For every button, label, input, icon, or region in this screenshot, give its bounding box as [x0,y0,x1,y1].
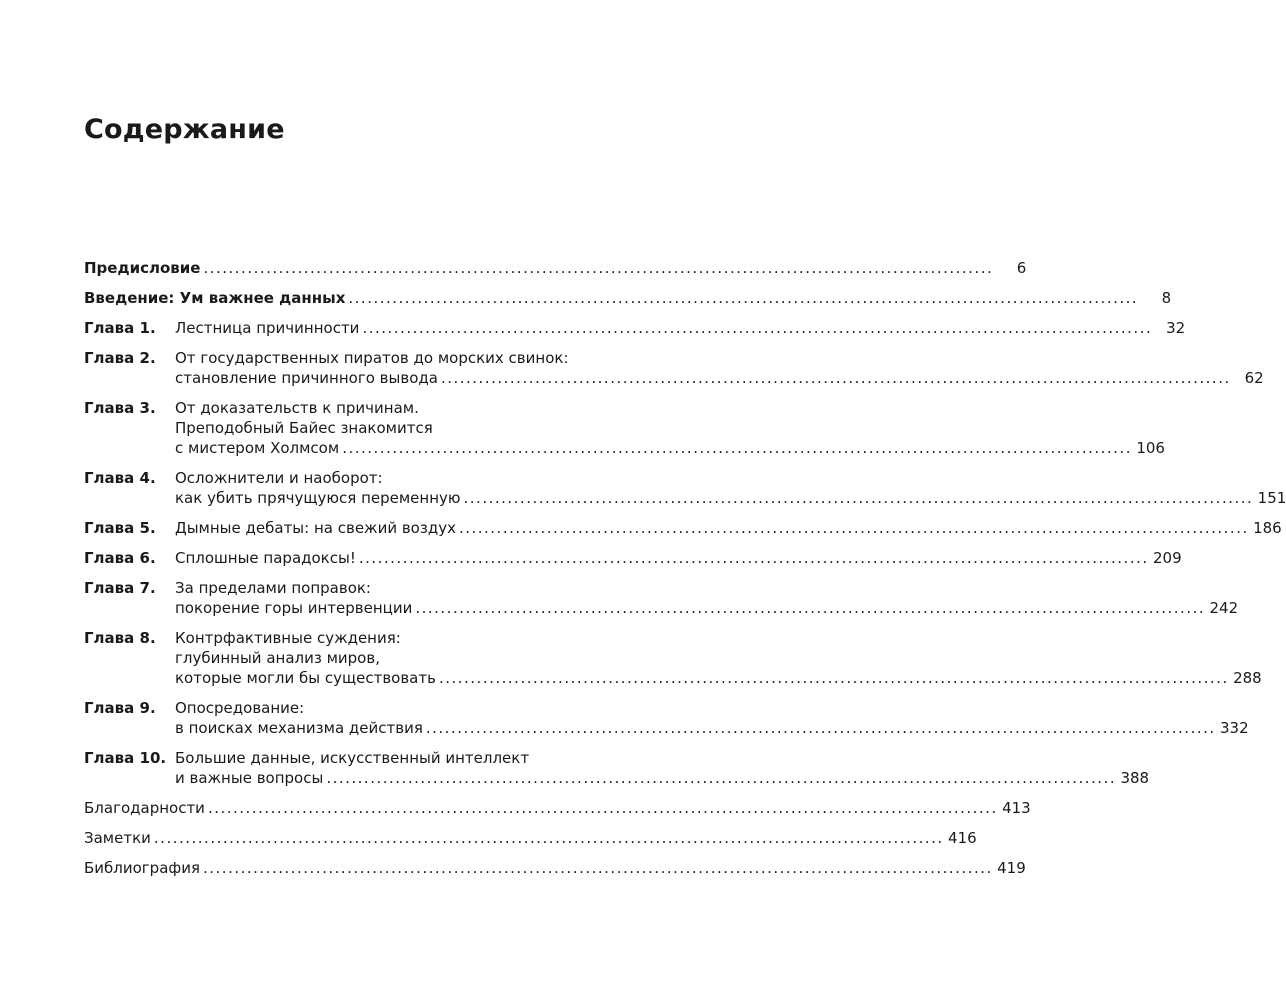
toc-title-line: Контрфактивные суждения: [175,629,401,647]
chapter-label: Глава 9. [84,699,156,717]
chapter-label: Глава 5. [84,519,156,537]
toc-title-line: От государственных пиратов до морских свинок: [175,349,569,367]
toc-title-line: Опосредование: [175,699,305,717]
dot-leader: .............................................................................................................................. [463,489,1254,507]
toc-entry[interactable] [84,288,1172,308]
toc-title-line: Преподобный Байес знакомится [175,419,433,437]
dot-leader: .............................................................................................................................. [342,439,1132,457]
toc-title-line: Большие данные, искусственный интеллект [175,749,530,767]
toc-title-line: глубинный анализ миров, [175,649,380,667]
dot-leader: .............................................................................................................................. [153,829,944,847]
chapter-label: Глава 7. [84,579,156,597]
toc-entry[interactable] [84,258,1027,278]
dot-leader: .............................................................................................................................. [358,549,1149,567]
page-number: 186 [1253,519,1282,537]
toc-entry-text [175,698,1249,738]
chapter-label: Глава 6. [84,549,156,567]
toc-entry-text [175,628,1262,688]
page-number: 106 [1136,439,1165,457]
page-number: 151 [1257,489,1286,507]
toc-entry-text [84,258,1027,278]
chapter-label: Глава 8. [84,629,156,647]
dot-leader: .............................................................................................................................. [348,289,1139,307]
chapter-label: Глава 10. [84,749,167,767]
toc-title-line: которые могли бы существовать [175,669,436,687]
toc-title-line: покорение горы интервенции [175,599,413,617]
page-number: 209 [1152,549,1182,567]
toc-entry-text [175,748,1150,788]
page-number: 6 [1016,259,1027,277]
toc-title-line: и важные вопросы [175,769,324,787]
toc-title-line: в поисках механизма действия [175,719,423,737]
page-number: 32 [1166,319,1186,337]
page-number: 8 [1161,289,1172,307]
dot-leader: .............................................................................................................................. [458,519,1249,537]
chapter-label: Глава 2. [84,349,156,367]
toc-title-line: За пределами поправок: [175,579,371,597]
dot-leader: .............................................................................................................................. [440,369,1231,387]
toc-entry-text [175,518,1282,538]
toc-entry-text [175,468,1286,508]
page-number: 288 [1233,669,1262,687]
table-of-contents [84,258,1286,888]
toc-entry[interactable] [84,348,1264,388]
toc-entry[interactable] [84,798,1031,818]
toc-entry[interactable] [84,828,977,848]
toc-title-line: Предисловие [84,259,201,277]
dot-leader: .............................................................................................................................. [362,319,1153,337]
toc-title-line: Лестница причинности [175,319,360,337]
page-title: Содержание [84,114,285,145]
toc-title-line: Введение: Ум важнее данных [84,289,346,307]
toc-entry[interactable] [84,628,1262,688]
dot-leader: .............................................................................................................................. [326,769,1117,787]
dot-leader: .............................................................................................................................. [438,669,1229,687]
page-number: 388 [1120,769,1150,787]
page-number: 413 [1002,799,1031,817]
toc-entry[interactable] [84,468,1286,508]
toc-entry[interactable] [84,698,1249,738]
toc-title-line: как убить прячущуюся переменную [175,489,461,507]
toc-entry-text [175,318,1186,338]
toc-entry-text [175,348,1264,388]
dot-leader: .............................................................................................................................. [415,599,1206,617]
chapter-label: Глава 3. [84,399,156,417]
toc-title-line: Библиография [84,859,200,877]
toc-title-line: становление причинного вывода [175,369,438,387]
toc-title-line: Благодарности [84,799,205,817]
toc-entry[interactable] [84,748,1150,788]
page-number: 416 [948,829,977,847]
toc-title-line: Заметки [84,829,151,847]
toc-entry-text [84,798,1031,818]
dot-leader: .............................................................................................................................. [203,859,993,877]
toc-entry[interactable] [84,518,1282,538]
toc-entry[interactable] [84,858,1026,878]
toc-entry[interactable] [84,398,1165,458]
chapter-label: Глава 4. [84,469,156,487]
page-number: 332 [1220,719,1249,737]
page-number: 419 [997,859,1026,877]
page-number: 242 [1209,599,1239,617]
toc-entry[interactable] [84,548,1182,568]
toc-entry-text [175,548,1182,568]
chapter-label: Глава 1. [84,319,156,337]
toc-title-line: с мистером Холмсом [175,439,340,457]
dot-leader: .............................................................................................................................. [207,799,998,817]
toc-title-line: Сплошные парадоксы! [175,549,356,567]
toc-title-line: Осложнители и наоборот: [175,469,383,487]
toc-entry-text [175,398,1165,458]
toc-entry-text [84,858,1026,878]
toc-title-line: От доказательств к причинам. [175,399,419,417]
dot-leader: .............................................................................................................................. [425,719,1216,737]
toc-entry-text [175,578,1239,618]
toc-entry[interactable] [84,578,1239,618]
page-number: 62 [1244,369,1264,387]
dot-leader: .............................................................................................................................. [203,259,994,277]
toc-entry[interactable] [84,318,1186,338]
toc-entry-text [84,828,977,848]
toc-entry-text [84,288,1172,308]
toc-title-line: Дымные дебаты: на свежий воздух [175,519,456,537]
